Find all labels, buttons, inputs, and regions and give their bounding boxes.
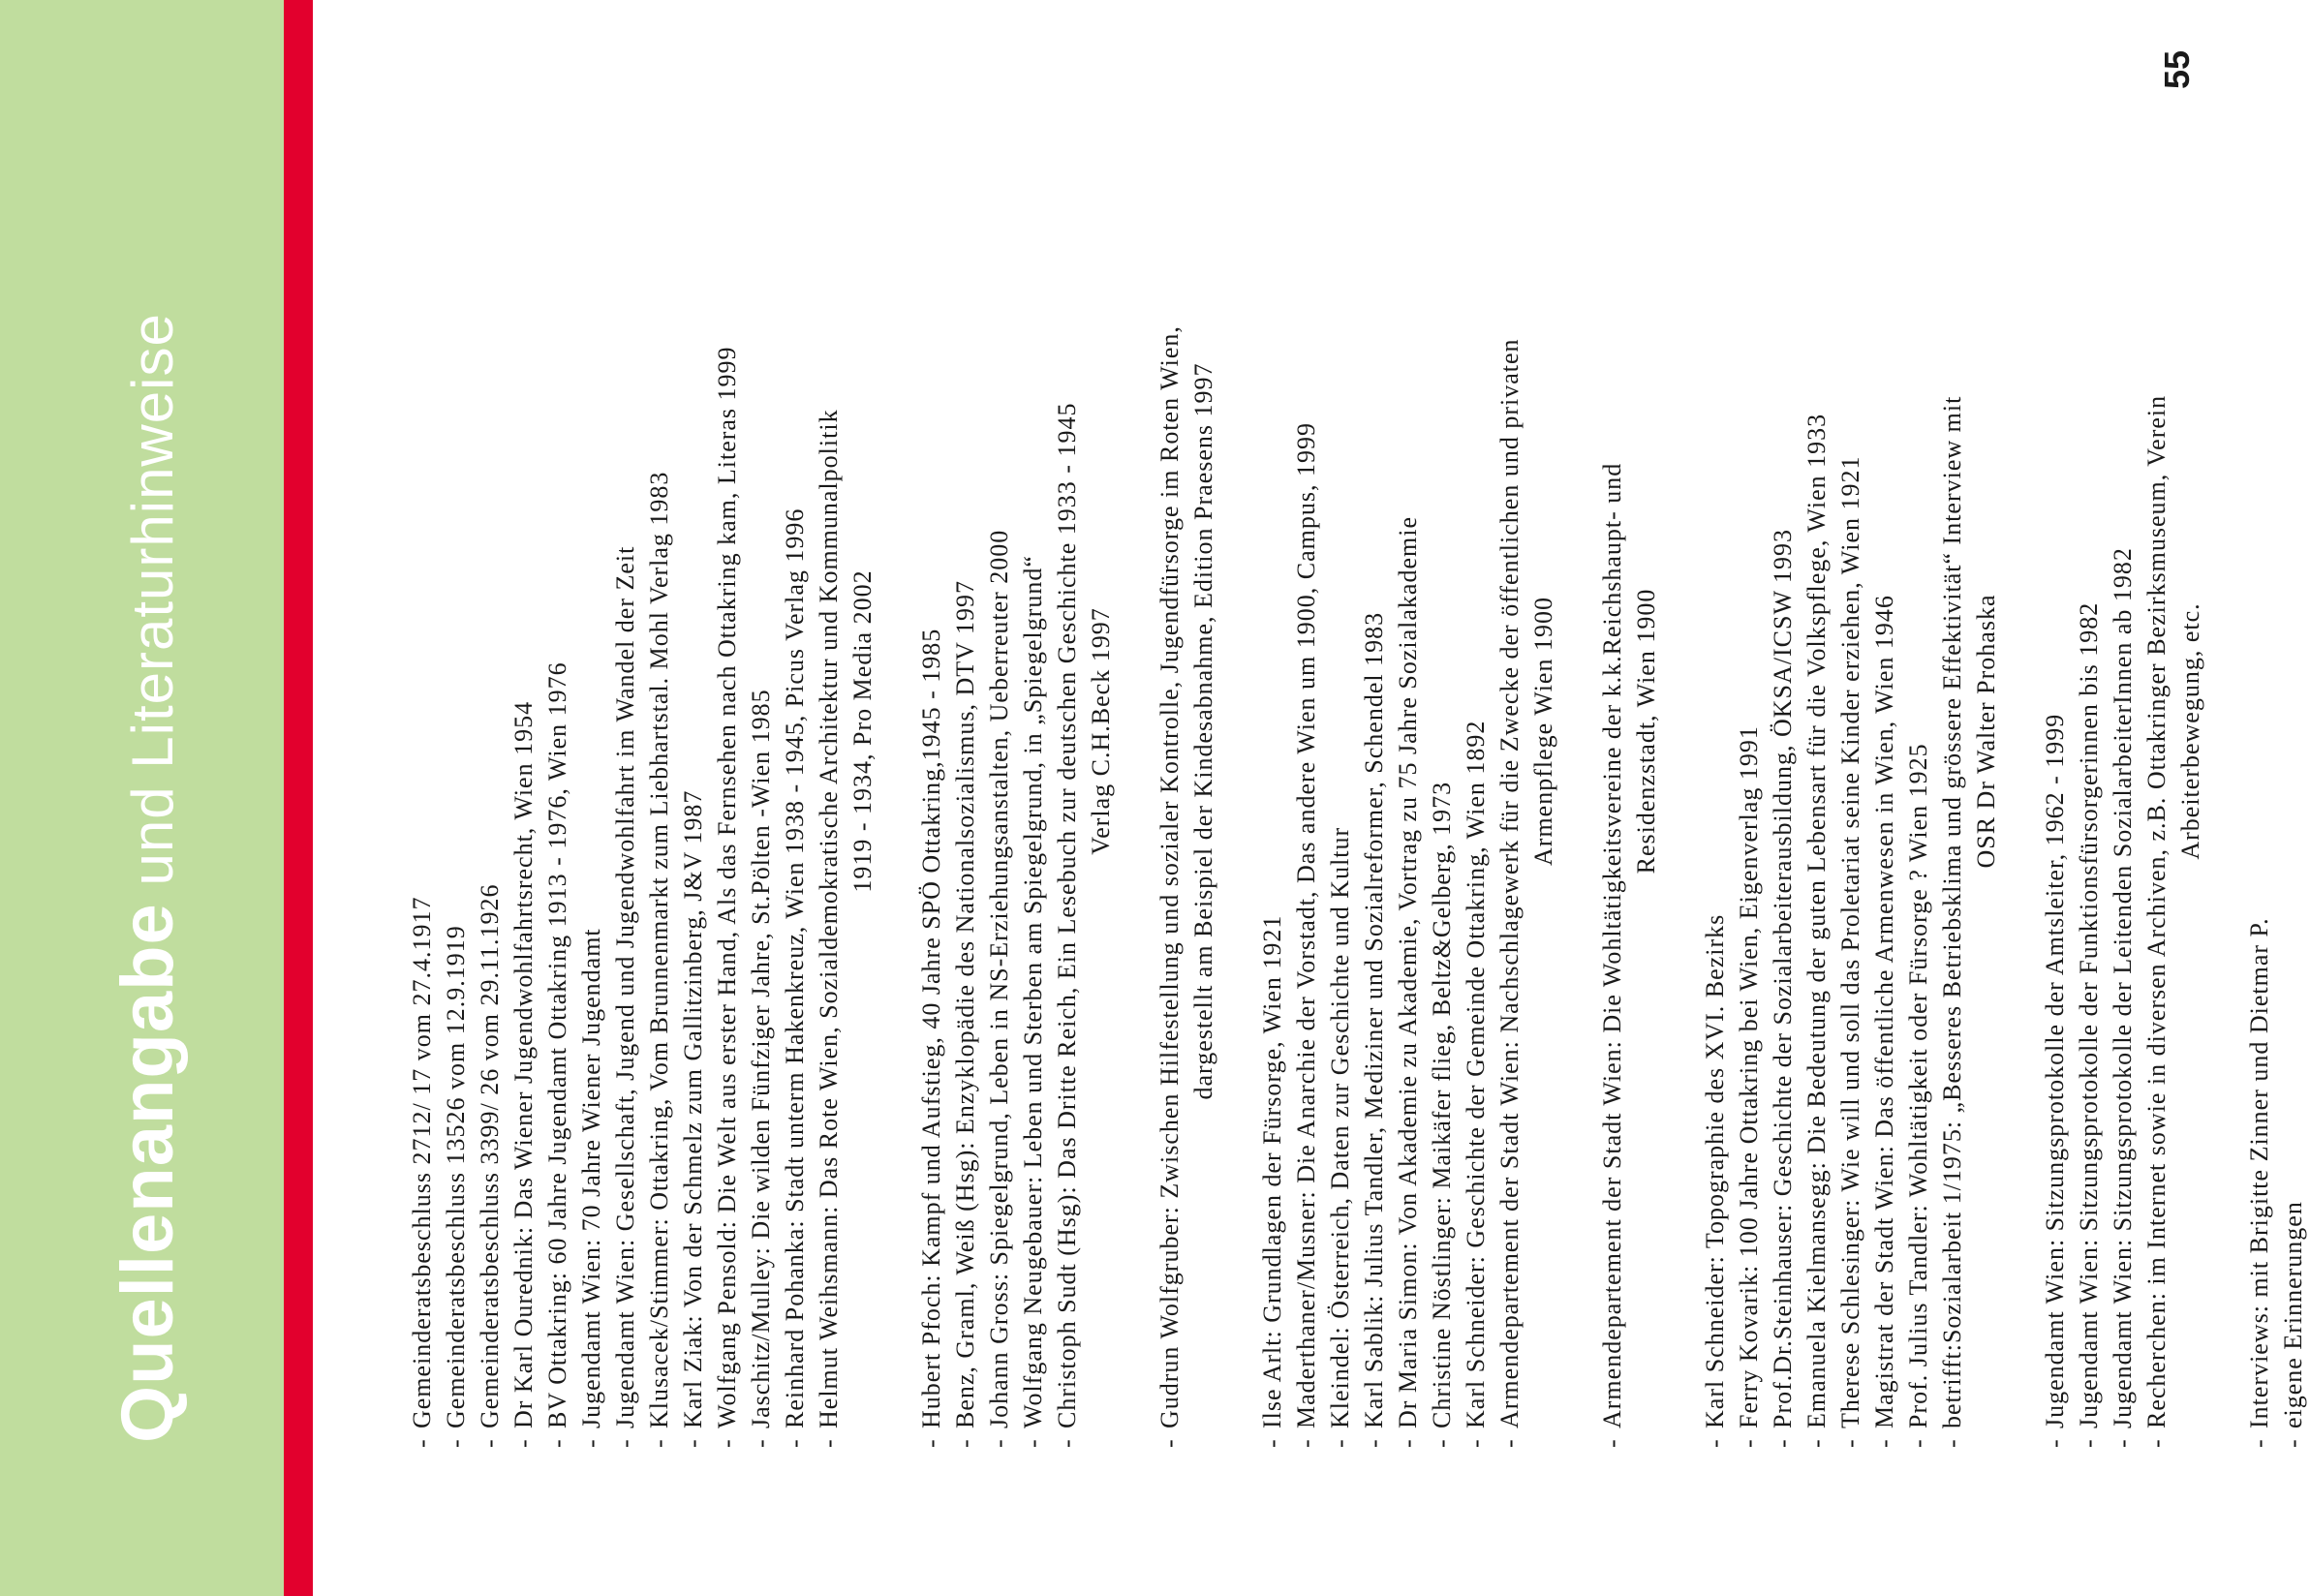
- list-spacer: [2003, 15, 2038, 1448]
- list-item: [1800, 15, 1833, 1448]
- list-item: [1357, 15, 1391, 1448]
- list-bullet: -: [1326, 1438, 1354, 1448]
- list-item-text: Christine Nöstlinger: Maikäfer flieg, Beltz&Gelberg, 1973: [1428, 781, 1456, 1428]
- list-item-text: Karl Ziak: Von der Schmelz zum Gallitzinberg, J&V 1987: [679, 789, 707, 1428]
- list-item-text: Karl Sablik: Julius Tandler, Mediziner und Sozialreformer, Schendel 1983: [1360, 611, 1388, 1428]
- list-item-text: Armendepartement der Stadt Wien: Die Wohltätigkeitsvereine der k.k.Reichshaupt- und: [1598, 462, 1626, 1428]
- list-item-continuation: dargestellt am Beispiel der Kindesabnahme, Edition Praesens 1997: [1189, 362, 1217, 1100]
- list-item: [405, 15, 439, 1448]
- list-item-text: Gemeinderatsbeschluss 13526 vom 12.9.1919: [442, 925, 470, 1428]
- list-bullet: -: [917, 1438, 945, 1448]
- list-bullet: -: [408, 1438, 436, 1448]
- list-bullet: -: [985, 1438, 1013, 1448]
- list-item: [642, 15, 676, 1448]
- list-item-text: Prof.Dr.Steinhauser: Geschichte der Sozialarbeiterausbildung, ÖKSA/ICSW 1993: [1769, 528, 1797, 1428]
- list-item: [507, 15, 540, 1448]
- list-item-text: Karl Schneider: Geschichte der Gemeinde Ottakring, Wien 1892: [1462, 720, 1490, 1428]
- list-item-text: Armendepartement der Stadt Wien: Nachschlagewerk für die Zwecke der öffentlichen und privaten: [1495, 338, 1524, 1428]
- list-item: [1698, 15, 1732, 1448]
- list-item-text: Jugendamt Wien: Sitzungsprotokolle der Leitenden SozialarbeiterInnen ab 1982: [2109, 547, 2137, 1428]
- list-bullet: -: [1360, 1438, 1388, 1448]
- list-item-text: Dr Karl Ourednik: Das Wiener Jugendwohlfahrtsrecht, Wien 1954: [509, 700, 538, 1428]
- list-item: [608, 15, 642, 1448]
- list-bullet: -: [679, 1438, 707, 1448]
- list-item-text: Magistrat der Stadt Wien: Das öffentliche Armenwesen in Wien, Wien 1946: [1870, 595, 1898, 1428]
- list-bullet: -: [577, 1438, 605, 1448]
- list-item-continuation: Armenpflege Wien 1900: [1529, 597, 1557, 866]
- list-item: [473, 15, 507, 1448]
- list-item-text: eigene Erinnerungen: [2279, 1201, 2307, 1428]
- list-item: [1493, 15, 1560, 1448]
- list-spacer: [1118, 15, 1153, 1448]
- list-item: [2072, 15, 2106, 1448]
- list-bullet: -: [1769, 1438, 1797, 1448]
- list-item-text: Therese Schlesinger: Wie will und soll das Proletariat seine Kinder erziehen, Wien 1921: [1836, 455, 1864, 1428]
- list-item: [1901, 15, 1935, 1448]
- list-item: [1867, 15, 1901, 1448]
- list-item: [1595, 15, 1663, 1448]
- list-bullet: -: [2279, 1438, 2307, 1448]
- list-item: [1050, 15, 1118, 1448]
- list-bullet: -: [747, 1438, 775, 1448]
- list-spacer: [2207, 15, 2242, 1448]
- list-item: [1425, 15, 1459, 1448]
- list-item: [1016, 15, 1050, 1448]
- list-item: [439, 15, 473, 1448]
- list-item-text: Wolfgang Pensold: Die Welt aus erster Hand, Als das Fernsehen nach Ottakring kam, Literas 1999: [713, 346, 741, 1428]
- list-item: [2106, 15, 2140, 1448]
- list-item-text: Ferry Kovarik: 100 Jahre Ottakring bei Wien, Eigenverlag 1991: [1735, 725, 1763, 1428]
- list-item: [778, 15, 812, 1448]
- list-item: [1289, 15, 1323, 1448]
- list-item-text: Jaschitz/Mulley: Die wilden Fünfziger Jahre, St.Pölten -Wien 1985: [747, 689, 775, 1428]
- list-bullet: -: [2075, 1438, 2103, 1448]
- list-item-text: Gemeinderatsbeschluss 3399/ 26 vom 29.11.1926: [476, 883, 504, 1428]
- list-item: [812, 15, 879, 1448]
- list-item-text: Klusacek/Stimmer: Ottakring, Vom Brunnenmarkt zum Liebhartstal. Mohl Verlag 1983: [645, 471, 673, 1428]
- list-item-continuation: Arbeiterbewegung, etc.: [2176, 602, 2204, 860]
- list-item-text: Hubert Pfoch: Kampf und Aufstieg, 40 Jahre SPÖ Ottakring,1945 - 1985: [917, 628, 945, 1428]
- list-item: [948, 15, 982, 1448]
- list-item-continuation: Verlag C.H.Beck 1997: [1087, 607, 1115, 855]
- list-item: [2038, 15, 2072, 1448]
- list-item-continuation: 1919 - 1934, Pro Media 2002: [848, 569, 877, 893]
- list-bullet: -: [611, 1438, 639, 1448]
- list-item: [1323, 15, 1357, 1448]
- list-item-text: Christoph Sudt (Hsg): Das Dritte Reich, Ein Lesebuch zur deutschen Geschichte 1933 - 1945: [1053, 402, 1081, 1428]
- list-bullet: -: [645, 1438, 673, 1448]
- red-accent-stripe: [284, 0, 313, 1596]
- list-item-text: BV Ottakring: 60 Jahre Jugendamt Ottakring 1913 - 1976, Wien 1976: [543, 661, 571, 1428]
- list-item: [1459, 15, 1493, 1448]
- list-bullet: -: [1462, 1438, 1490, 1448]
- source-list: [405, 15, 2310, 1448]
- list-item-text: Wolfgang Neugebauer: Leben und Sterben am Spiegelgrund, in „Spiegelgrund“: [1019, 555, 1047, 1428]
- list-item: [1935, 15, 2003, 1448]
- list-item-text: betrifft:Sozialarbeit 1/1975: „Besseres Betriebsklima und grössere Effektivität“ Interview mit: [1938, 395, 1966, 1428]
- list-bullet: -: [781, 1438, 809, 1448]
- list-bullet: -: [1155, 1438, 1184, 1448]
- list-item: [2140, 15, 2207, 1448]
- list-item-text: Kleindel: Österreich, Daten zur Geschichte und Kultur: [1326, 826, 1354, 1428]
- list-bullet: -: [815, 1438, 843, 1448]
- list-item-text: Gemeinderatsbeschluss 2712/ 17 vom 27.4.1917: [408, 896, 436, 1428]
- list-item: [710, 15, 744, 1448]
- list-item-text: Interviews: mit Brigitte Zinner und Dietmar P.: [2245, 917, 2273, 1428]
- page-title-rest: und Literaturhinweise: [120, 313, 185, 904]
- list-bullet: -: [1870, 1438, 1898, 1448]
- list-bullet: -: [1802, 1438, 1831, 1448]
- list-bullet: -: [1598, 1438, 1626, 1448]
- list-item-continuation: OSR Dr Walter Prohaska: [1972, 594, 2000, 869]
- list-bullet: -: [2245, 1438, 2273, 1448]
- list-bullet: -: [1495, 1438, 1524, 1448]
- list-item-text: Emanuela Kielmansegg: Die Bedeutung der guten Lebensart für die Volkspflege, Wien 1933: [1802, 413, 1831, 1428]
- list-item-continuation: Residenzstadt, Wien 1900: [1632, 588, 1660, 875]
- list-item: [2276, 15, 2310, 1448]
- list-item: [1391, 15, 1425, 1448]
- list-item: [914, 15, 948, 1448]
- list-item: [1255, 15, 1289, 1448]
- list-bullet: -: [2142, 1438, 2171, 1448]
- list-item-text: Johann Gross: Spiegelgrund, Leben in NS-Erziehungsanstalten, Ueberreuter 2000: [985, 529, 1013, 1428]
- list-item-text: Dr Maria Simon: Von Akademie zu Akademie, Vortrag zu 75 Jahre Sozialakademie: [1394, 516, 1422, 1428]
- page-title: [107, 313, 190, 1443]
- list-item-text: Reinhard Pohanka: Stadt unterm Hakenkreuz, Wien 1938 - 1945, Picus Verlag 1996: [781, 507, 809, 1428]
- list-bullet: -: [1428, 1438, 1456, 1448]
- list-item: [1766, 15, 1800, 1448]
- list-bullet: -: [1394, 1438, 1422, 1448]
- list-item: [2242, 15, 2276, 1448]
- list-item: [676, 15, 710, 1448]
- list-item: [1732, 15, 1766, 1448]
- list-bullet: -: [951, 1438, 979, 1448]
- list-bullet: -: [1938, 1438, 1966, 1448]
- list-spacer: [1560, 15, 1595, 1448]
- list-item-text: Jugendamt Wien: Sitzungsprotokolle der Amtsleiter, 1962 - 1999: [2041, 713, 2069, 1428]
- list-item-text: Jugendamt Wien: 70 Jahre Wiener Jugendamt: [577, 928, 605, 1428]
- list-item-text: Helmut Weihsmann: Das Rote Wien, Sozialdemokratische Architektur und Kommunalpolitik: [815, 409, 843, 1428]
- list-bullet: -: [1836, 1438, 1864, 1448]
- list-bullet: -: [1053, 1438, 1081, 1448]
- list-bullet: -: [476, 1438, 504, 1448]
- list-bullet: -: [1904, 1438, 1932, 1448]
- list-item-text: Prof. Julius Tandler: Wohltätigkeit oder Fürsorge ? Wien 1925: [1904, 743, 1932, 1428]
- list-item: [982, 15, 1016, 1448]
- list-item: [1833, 15, 1867, 1448]
- list-item: [744, 15, 778, 1448]
- list-bullet: -: [1019, 1438, 1047, 1448]
- page-number: 55: [2157, 49, 2197, 89]
- list-bullet: -: [442, 1438, 470, 1448]
- list-bullet: -: [543, 1438, 571, 1448]
- list-bullet: -: [2041, 1438, 2069, 1448]
- list-bullet: -: [1735, 1438, 1763, 1448]
- list-bullet: -: [1701, 1438, 1729, 1448]
- page-title-bold: Quellenangabe: [107, 903, 189, 1443]
- list-item-text: Jugendamt Wien: Sitzungsprotokolle der Funktionsfürsorgerinnen bis 1982: [2075, 601, 2103, 1428]
- list-bullet: -: [509, 1438, 538, 1448]
- list-spacer: [879, 15, 914, 1448]
- list-bullet: -: [1292, 1438, 1320, 1448]
- list-item-text: Gudrun Wolfgruber: Zwischen Hilfestellung und sozialer Kontrolle, Jugendfürsorge im Roten Wien,: [1155, 325, 1184, 1428]
- list-item-text: Jugendamt Wien: Gesellschaft, Jugend und Jugendwohlfahrt im Wandel der Zeit: [611, 545, 639, 1428]
- list-item: [574, 15, 608, 1448]
- list-bullet: -: [713, 1438, 741, 1448]
- list-item-text: Karl Schneider: Topographie des XVI. Bezirks: [1701, 913, 1729, 1428]
- list-item: [540, 15, 574, 1448]
- list-spacer: [1220, 15, 1255, 1448]
- list-item-text: Ilse Arlt: Grundlagen der Fürsorge, Wien 1921: [1258, 914, 1286, 1428]
- list-spacer: [1663, 15, 1698, 1448]
- list-item-text: Benz, Graml, Weiß (Hsg): Enzyklopädie des Nationalsozialismus, DTV 1997: [951, 580, 979, 1428]
- list-item-text: Maderthaner/Musner: Die Anarchie der Vorstadt, Das andere Wien um 1900, Campus, 1999: [1292, 422, 1320, 1428]
- list-item-text: Recherchen: im Internet sowie in diversen Archiven, z.B. Ottakringer Bezirksmuseum, Verein: [2142, 394, 2171, 1428]
- list-bullet: -: [1258, 1438, 1286, 1448]
- list-bullet: -: [2109, 1438, 2137, 1448]
- list-item: [1153, 15, 1220, 1448]
